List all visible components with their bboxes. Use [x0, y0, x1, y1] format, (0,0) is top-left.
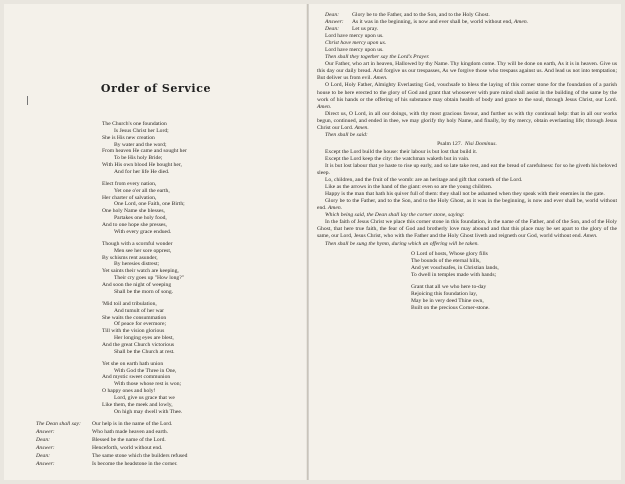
hymn-line: She is His new creation: [102, 134, 155, 141]
hymn-line: By water and the word;: [114, 141, 167, 148]
psalm-verse-text: It is but lost labour that ye haste to rise up early, and so late take rest, and eat the bread of carefulness: for so he giveth his beloved sleep.: [317, 162, 617, 177]
versicle-speaker: Dean:: [325, 26, 339, 33]
versicle-row: [317, 26, 617, 33]
hymn-line: Yet saints their watch are keeping,: [102, 268, 179, 275]
psalm-verse-text: Lo, children, and the fruit of the womb: are an heritage and gift that cometh of the Lord.: [325, 177, 523, 184]
hymn-line: 'Mid toil and tribulation,: [102, 300, 157, 307]
psalm-verse-text: Except the Lord build the house: their labour is but lost that build it.: [325, 148, 478, 155]
closing-hymn-line: The bounds of the eternal hills,: [411, 257, 481, 264]
versicle-text: Is become the headstone in the corner.: [92, 460, 178, 467]
closing-hymn-line: O Lord of hosts, Whose glory fills: [411, 250, 488, 257]
hymn-stanza: [102, 181, 302, 236]
versicle-text: Let us pray.: [352, 26, 379, 33]
hymn-line: And the great Church victorious: [102, 341, 175, 348]
hymn-line: And for her life He died.: [114, 168, 170, 175]
hymn-line: On high may dwell with Thee.: [114, 408, 183, 415]
versicle-speaker: Dean:: [36, 436, 50, 443]
hymn-stanza: [102, 361, 302, 416]
hymn-line: By schisms rent asunder,: [102, 254, 158, 261]
psalm-verse: [317, 198, 617, 212]
psalm-verse-text: Except the Lord keep the city: the watchman waketh but in vain.: [325, 155, 470, 162]
versicle-row: [36, 445, 306, 453]
opening-hymn: [102, 121, 302, 421]
collect-direct-us: Direct us, O Lord, in all our doings, with thy most gracious favour, and further us with thy continual help: that in all our works begun, continued, and ended in thee, we may glorify thy holy Name, and finally, by thy mercy, obtain everlasting life; through Jesus Christ our Lord. Amen.: [317, 110, 617, 131]
hymn-line: With those whose rest is won;: [114, 381, 182, 388]
psalm-amen: Amen.: [327, 205, 343, 212]
hymn-line: Lord, give us grace that we: [114, 394, 175, 401]
versicle-text: Our help is in the name of the Lord.: [92, 421, 173, 427]
versicle-text: Glory be to the Father, and to the Son, and to the Holy Ghost.: [352, 12, 490, 18]
hymn-line: From heaven He came and sought her: [102, 148, 187, 155]
hymn-line: Yet she on earth hath union: [102, 360, 164, 367]
rubric-lay-stone: Which being said, the Dean shall lay the corner stone, saying:: [325, 212, 465, 219]
closing-hymn-stanza: [411, 251, 617, 279]
closing-hymn-stanza: [411, 284, 617, 312]
versicle-row: [36, 461, 306, 469]
versicle-row: [36, 429, 306, 437]
closing-hymn-line: To dwell in temples made with hands;: [411, 271, 497, 278]
hymn-line: The Church's one foundation: [102, 121, 167, 127]
hymn-line: Her charter of salvation,: [102, 194, 157, 201]
hymn-line: Like them, the meek and lowly,: [102, 401, 173, 408]
versicle-row: [317, 12, 617, 19]
hymn-line: Is Jesus Christ her Lord;: [114, 127, 169, 134]
psalm-verse: [317, 163, 617, 177]
hymn-line: Till with the vision glorious: [102, 328, 165, 335]
hymn-line: And tumult of her war: [114, 307, 165, 314]
psalm-verse-text: Happy is the man that hath his quiver full of them: they shall not be ashamed when they speak with their enemies in the gate.: [325, 191, 605, 198]
versicle-speaker: Dean:: [36, 452, 50, 459]
versicle-speaker: Answer:: [36, 460, 55, 467]
hymn-line: Shall be the morn of song.: [114, 288, 174, 295]
psalm-verse: [317, 191, 617, 198]
psalm-heading: Psalm 127. Nisi Dominus.: [437, 140, 497, 147]
versicle-text: Henceforth, world without end.: [92, 444, 163, 451]
hymn-line: Men see her sore opprest,: [114, 247, 172, 254]
left-page: [4, 4, 308, 480]
right-page: [309, 4, 621, 480]
closing-hymn-line: May be in very deed Thine own,: [411, 297, 484, 304]
hymn-line: And soon the night of weeping: [102, 281, 172, 288]
hymn-line: Her longing eyes are blest,: [114, 335, 174, 342]
psalm-verse-text: Glory be to the Father, and to the Son, and to the Holy Ghost, as it was in the beginning, is now and ever shall be, world without end.: [317, 198, 617, 212]
hymn-line: With every grace endued.: [114, 228, 172, 235]
hymn-line: One holy Name she blesses,: [102, 208, 165, 215]
hymn-line: To be His holy Bride;: [114, 155, 163, 162]
versicle-text: As it was in the beginning, is now and ever shall be, world without end,: [352, 19, 513, 26]
psalm-verse: [317, 156, 617, 163]
versicle-text: The same stone which the builders refused: [92, 452, 188, 459]
versicle-speaker: Answer:: [325, 19, 344, 26]
closing-hymn-line: Grant that all we who here to-day: [411, 283, 487, 290]
hymn-line: Of peace for evermore;: [114, 321, 167, 328]
page-title: Order of Service: [100, 82, 212, 95]
rubric-hymn: Then shall be sung the hymn, during which an offering will be taken.: [325, 240, 479, 247]
rubric-lords-prayer: Then shall they together say the Lord's Prayer.: [325, 54, 430, 61]
hymn-line: Elect from every nation,: [102, 180, 157, 187]
laying-declaration: In the faith of Jesus Christ we place this corner stone in this foundation, in the name of the Father, and of the Son, and of the Holy Ghost, that here true faith, the fear of God and brotherly love may abound and that this place may be set apart to the glory of the same, our Lord, Jesus Christ, who with the Father and the Holy Ghost liveth and reigneth our God, world without end. Amen.: [317, 219, 617, 240]
rubric-then-said: Then shall be said:: [325, 131, 368, 138]
hymn-line: O happy ones and holy!: [102, 388, 156, 395]
versicle-row: [36, 437, 306, 445]
hymn-line: And to one hope she presses,: [102, 222, 167, 228]
hymn-line: Though with a scornful wonder: [102, 240, 173, 247]
versicle-row: [317, 19, 617, 26]
closing-hymn-line: And yet vouchsafes, in Christian lands,: [411, 264, 499, 271]
closing-hymn: [317, 251, 617, 312]
versicle-text: Who hath made heaven and earth.: [92, 428, 169, 435]
versicle-row: [36, 453, 306, 461]
hymn-line: One Lord, one Faith, one Birth;: [114, 201, 185, 208]
gloria-versicles: [317, 12, 617, 33]
right-column: [317, 12, 617, 317]
kyrie-line: Christ have mercy upon us.: [325, 40, 387, 47]
versicle-row: [36, 421, 306, 429]
closing-hymn-line: Rejoicing this foundation lay,: [411, 290, 478, 297]
hymn-line: Yet one o'er all the earth,: [114, 187, 170, 194]
hymn-line: She waits the consummation: [102, 314, 167, 321]
closing-hymn-line: Built on the precious Corner-stone.: [411, 304, 490, 311]
opening-versicles: [36, 421, 306, 468]
psalm-verse: [317, 149, 617, 156]
versicle-text: Blessed be the name of the Lord.: [92, 436, 166, 443]
hymn-line: With God the Three in One,: [114, 367, 177, 374]
hymn-stanza: [102, 121, 302, 176]
hymn-stanza: [102, 241, 302, 296]
hymn-line: Partakes one holy food,: [114, 215, 167, 222]
kyrie: [317, 33, 617, 54]
versicle-speaker: Answer:: [36, 444, 55, 451]
hymn-line: Shall be the Church at rest.: [114, 348, 175, 355]
collect-corner-stone: O Lord, Holy Father, Almighty Everlasting God, vouchsafe to bless the laying of this corner stone for the foundation of a parish house to be here erected to the glory of God and grant that whosoever with pure mind shall assist in the building of the same by the work of his hands or the offering of his substance may obtain health of body and grace to the soul, through Jesus Christ, our Lord. Amen.: [317, 82, 617, 110]
hymn-line: By heresies distrest;: [114, 261, 160, 268]
margin-mark: [27, 96, 28, 105]
kyrie-line: Lord have mercy upon us.: [325, 47, 384, 54]
hymn-line: And mystic sweet communion: [102, 374, 171, 381]
versicle-amen: Amen.: [513, 19, 529, 26]
hymn-line: Their cry goes up "How long?": [114, 275, 184, 282]
lords-prayer: Our Father, who art in heaven, Hallowed by thy Name. Thy kingdom come. Thy will be done on earth, As it is in heaven. Give us this day our daily bread. And forgive us our trespasses, As we forgive those who trespass against us. And lead us not into temptation; But deliver us from evil. Amen.: [317, 61, 617, 82]
hymn-line: With His own blood He bought her,: [102, 162, 182, 169]
versicle-speaker: Answer:: [36, 428, 55, 435]
versicle-speaker: Dean:: [325, 12, 339, 18]
kyrie-line: Lord have mercy upon us.: [325, 33, 384, 40]
psalm-verse-text: Like as the arrows in the hand of the giant: even so are the young children.: [325, 184, 493, 191]
hymn-stanza: [102, 301, 302, 356]
versicle-speaker: The Dean shall say:: [36, 421, 81, 427]
psalm-127: [317, 149, 617, 212]
